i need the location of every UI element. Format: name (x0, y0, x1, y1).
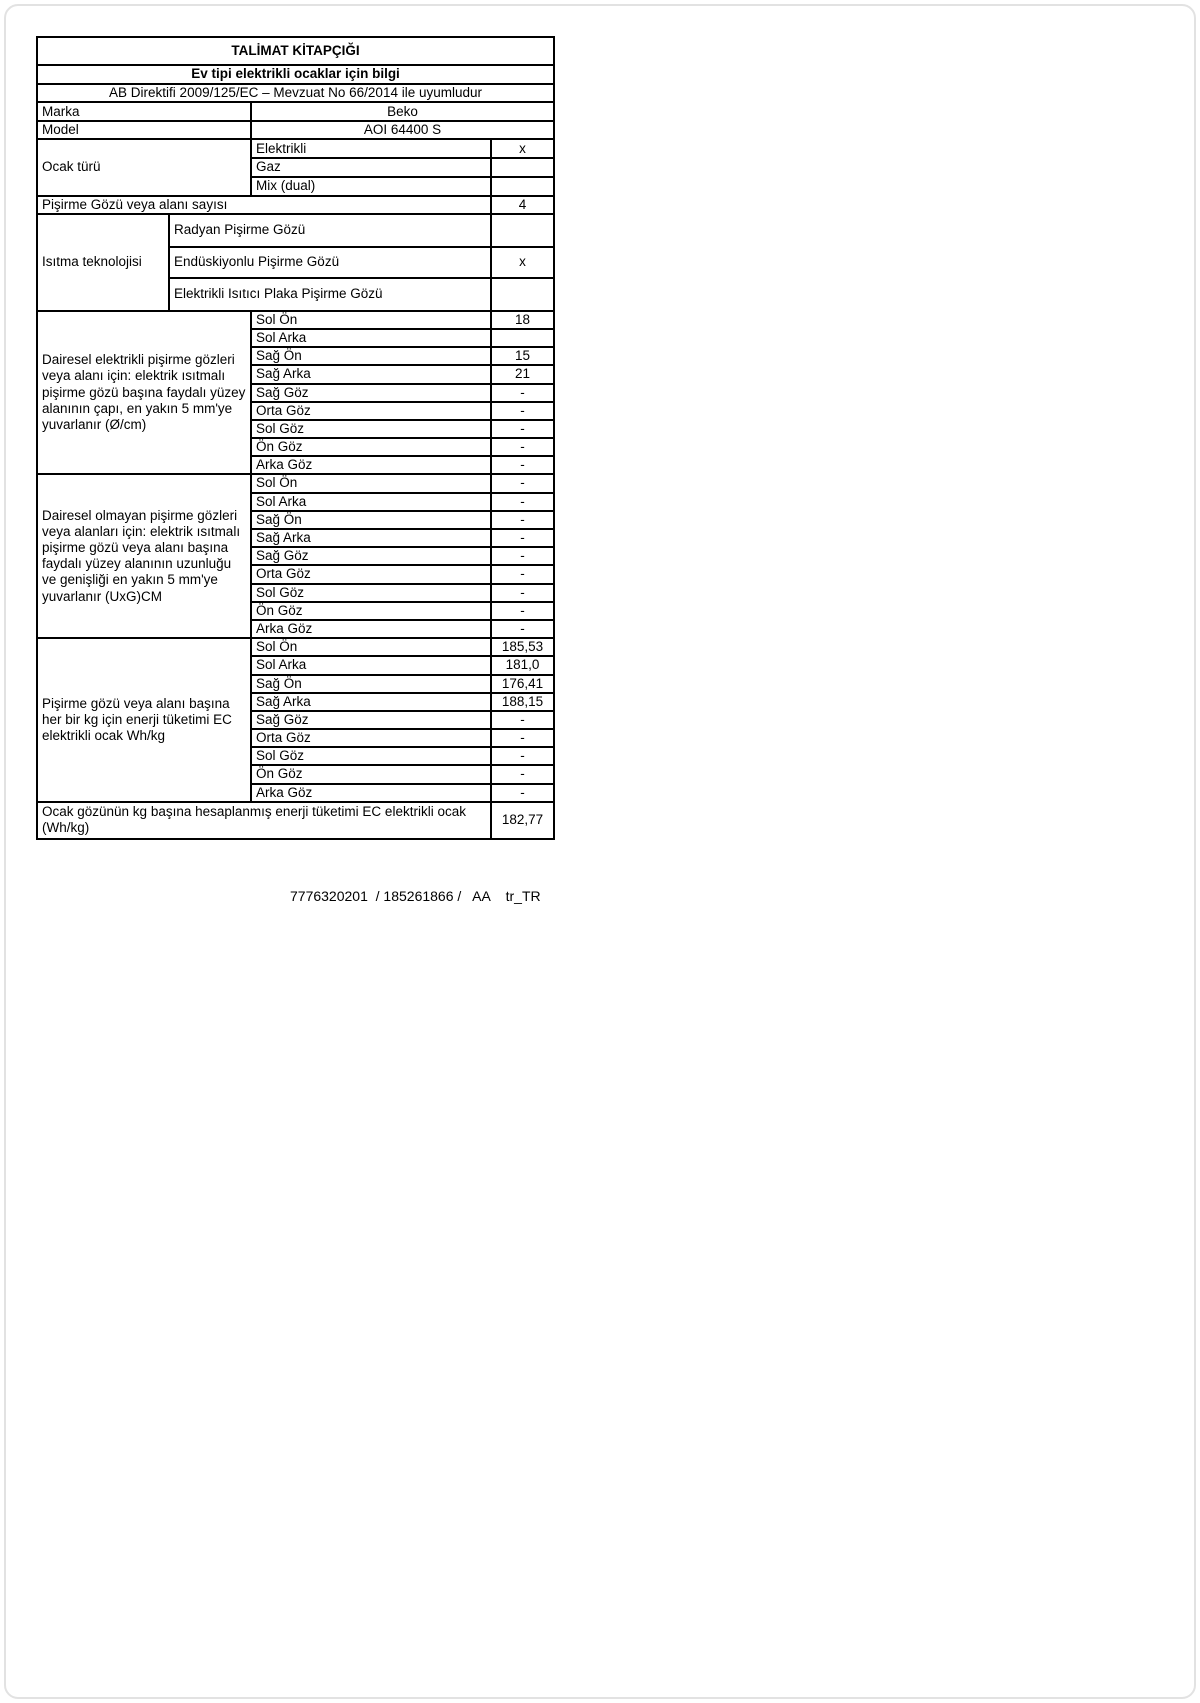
zone-row-label: Arka Göz (251, 784, 491, 802)
heating-tech-row-label: Radyan Pişirme Gözü (169, 214, 491, 247)
zone-row-value: - (491, 620, 554, 638)
heating-tech-row-label: Elektrikli Isıtıcı Plaka Pişirme Gözü (169, 278, 491, 311)
zone-row-value (491, 329, 554, 347)
zone-row-value: - (491, 747, 554, 765)
zone-row-value: - (491, 784, 554, 802)
zone-row-value: - (491, 529, 554, 547)
heating-tech-row-value: x (491, 247, 554, 278)
hob-type-row-value (491, 158, 554, 176)
section-label: Pişirme gözü veya alanı başına her bir kg için enerji tüketimi EC elektrikli ocak Wh/kg (37, 638, 251, 802)
zone-row-value: - (491, 384, 554, 402)
zone-row-label: Sağ Arka (251, 365, 491, 383)
zone-row-label: Sol Göz (251, 747, 491, 765)
zone-row-value: - (491, 602, 554, 620)
zone-row-label: Sol Ön (251, 638, 491, 656)
zone-row-value: - (491, 711, 554, 729)
heating-tech-label: Isıtma teknolojisi (37, 214, 169, 311)
zone-row-label: Sağ Göz (251, 711, 491, 729)
zone-row-label: Sağ Ön (251, 511, 491, 529)
zone-row-value: 176,41 (491, 675, 554, 693)
brand-value: Beko (251, 102, 554, 121)
zone-row-label: Sağ Göz (251, 384, 491, 402)
zone-row-label: Ön Göz (251, 438, 491, 456)
zone-row-value: - (491, 438, 554, 456)
model-value: AOI 64400 S (251, 121, 554, 139)
section-label: Dairesel elektrikli pişirme gözleri veya alanı için: elektrik ısıtmalı pişirme gözü başına faydalı yüzey alanının çapı, en yakın 5 mm'ye yuvarlanır (Ø/cm) (37, 311, 251, 475)
doc-directive: AB Direktifi 2009/125/EC – Mevzuat No 66/2014 ile uyumludur (37, 84, 554, 102)
zone-row-value: - (491, 511, 554, 529)
zone-row-value: - (491, 493, 554, 511)
doc-subtitle: Ev tipi elektrikli ocaklar için bilgi (37, 65, 554, 84)
zone-row-value: - (491, 729, 554, 747)
zone-row-label: Sol Ön (251, 311, 491, 329)
zone-row-value: 18 (491, 311, 554, 329)
zone-row-label: Sol Göz (251, 420, 491, 438)
zone-row-label: Arka Göz (251, 620, 491, 638)
hob-type-row-value: x (491, 139, 554, 158)
product-fiche-table (36, 36, 555, 840)
zone-row-label: Orta Göz (251, 402, 491, 420)
zone-row-value: - (491, 565, 554, 583)
zone-row-value: 15 (491, 347, 554, 365)
hob-type-row-label: Mix (dual) (251, 177, 491, 196)
zone-row-value: - (491, 765, 554, 783)
document-code: 7776320201 / 185261866 / AA tr_TR (290, 888, 541, 904)
hob-type-row-value (491, 177, 554, 196)
zone-row-label: Sağ Ön (251, 347, 491, 365)
doc-title: TALİMAT KİTAPÇIĞI (37, 37, 554, 65)
brand-label: Marka (37, 102, 251, 121)
zones-count-label: Pişirme Gözü veya alanı sayısı (37, 196, 491, 214)
hob-type-row-label: Elektrikli (251, 139, 491, 158)
heating-tech-row-value (491, 278, 554, 311)
zone-row-label: Sol Arka (251, 329, 491, 347)
zone-row-value: - (491, 420, 554, 438)
zone-row-label: Sağ Göz (251, 547, 491, 565)
zone-row-label: Sol Ön (251, 474, 491, 492)
zone-row-value: - (491, 584, 554, 602)
total-energy-label: Ocak gözünün kg başına hesaplanmış enerji tüketimi EC elektrikli ocak (Wh/kg) (37, 802, 491, 839)
heating-tech-row-label: Endüskiyonlu Pişirme Gözü (169, 247, 491, 278)
hob-type-label: Ocak türü (37, 139, 251, 195)
zone-row-value: 188,15 (491, 693, 554, 711)
zone-row-label: Sol Arka (251, 493, 491, 511)
zones-count-value: 4 (491, 196, 554, 214)
zone-row-label: Sağ Arka (251, 693, 491, 711)
zone-row-value: 181,0 (491, 656, 554, 674)
zone-row-value: - (491, 547, 554, 565)
zone-row-label: Sol Göz (251, 584, 491, 602)
heating-tech-row-value (491, 214, 554, 247)
hob-type-row-label: Gaz (251, 158, 491, 176)
zone-row-label: Ön Göz (251, 602, 491, 620)
zone-row-label: Orta Göz (251, 729, 491, 747)
model-label: Model (37, 121, 251, 139)
zone-row-label: Ön Göz (251, 765, 491, 783)
zone-row-value: 21 (491, 365, 554, 383)
zone-row-value: 185,53 (491, 638, 554, 656)
zone-row-value: - (491, 402, 554, 420)
zone-row-value: - (491, 456, 554, 474)
total-energy-value: 182,77 (491, 802, 554, 839)
section-label: Dairesel olmayan pişirme gözleri veya alanları için: elektrik ısıtmalı pişirme gözü veya alanı başına faydalı yüzey alanının uzunluğu ve genişliği en yakın 5 mm'ye yuvarlanır (UxG)CM (37, 474, 251, 638)
zone-row-label: Sol Arka (251, 656, 491, 674)
zone-row-label: Sağ Ön (251, 675, 491, 693)
zone-row-label: Orta Göz (251, 565, 491, 583)
zone-row-label: Arka Göz (251, 456, 491, 474)
zone-row-label: Sağ Arka (251, 529, 491, 547)
zone-row-value: - (491, 474, 554, 492)
